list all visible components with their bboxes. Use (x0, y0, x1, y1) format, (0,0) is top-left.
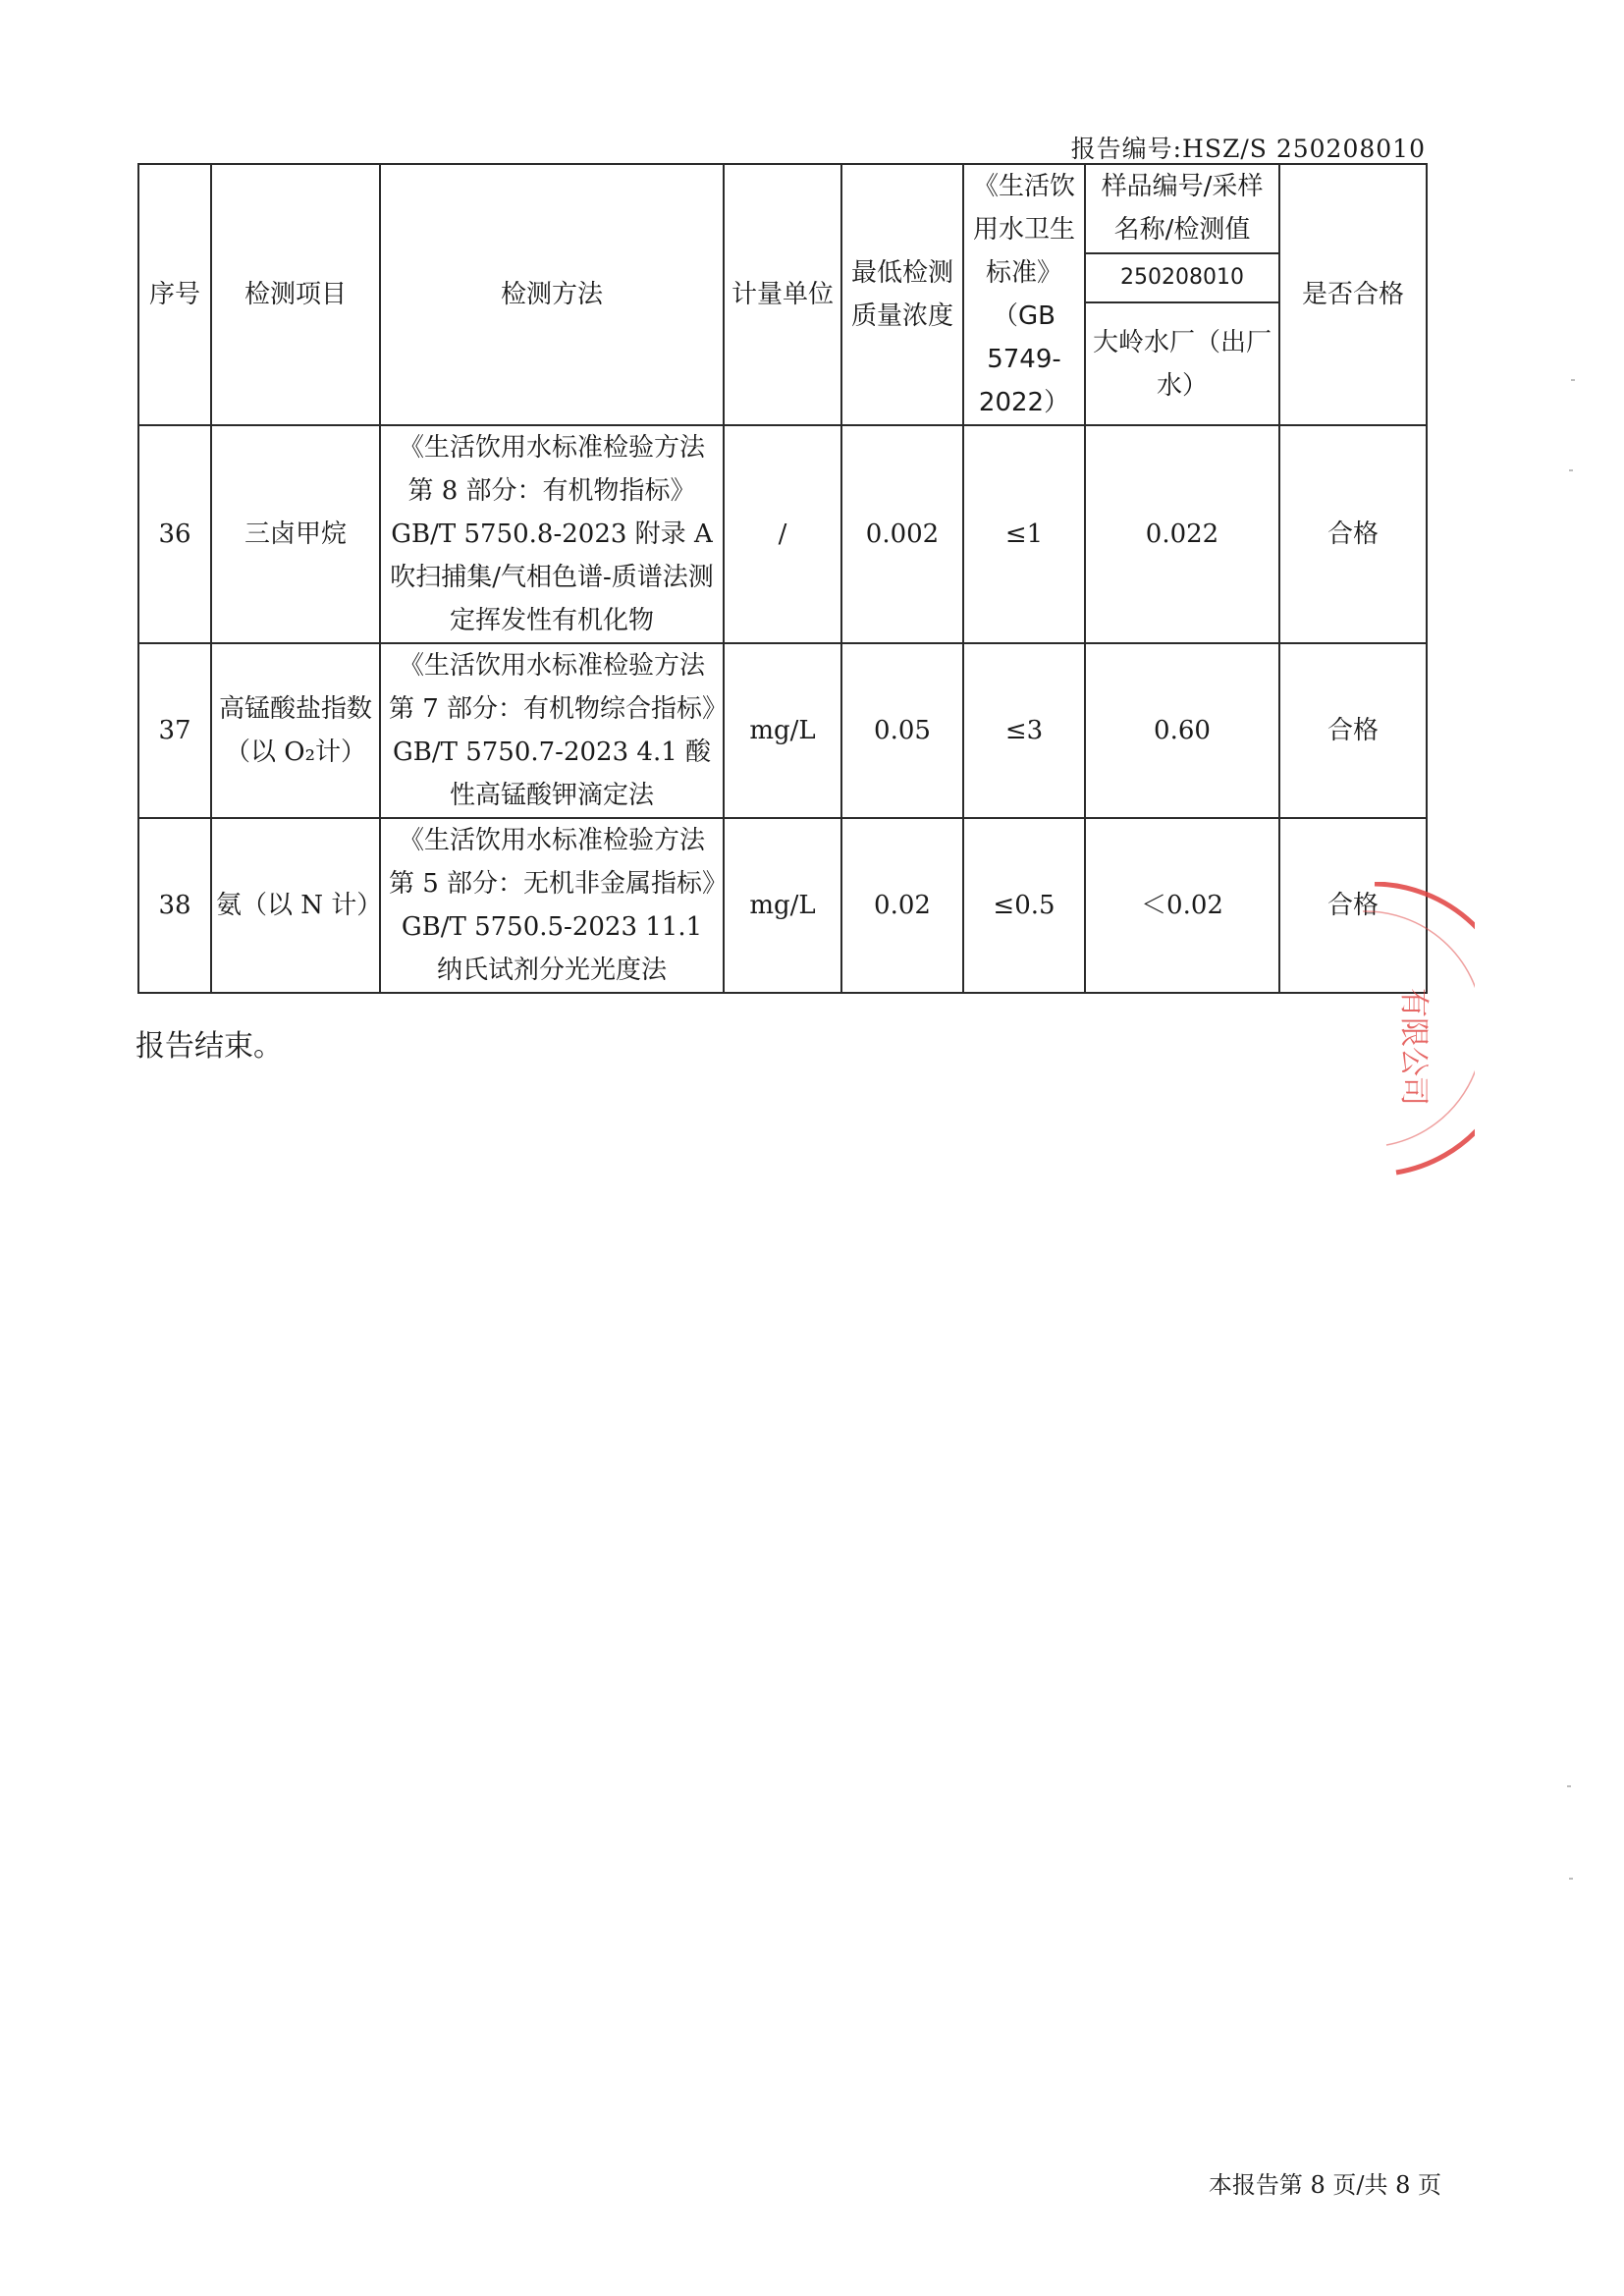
row-item: 高锰酸盐指数（以 O₂计） (211, 643, 380, 818)
header-unit: 计量单位 (724, 164, 841, 425)
header-item: 检测项目 (211, 164, 380, 425)
scan-speck (1567, 1785, 1571, 1787)
row-min-conc: 0.02 (841, 818, 963, 993)
scan-speck (1571, 379, 1575, 381)
row-seq: 37 (138, 643, 211, 818)
scan-speck (1569, 469, 1573, 471)
row-unit: / (724, 425, 841, 643)
header-min-conc: 最低检测质量浓度 (841, 164, 963, 425)
row-standard: ≤1 (963, 425, 1085, 643)
header-standard: 《生活饮用水卫生标准》（GB 5749-2022） (963, 164, 1085, 425)
seal-text: 有限公司 (1396, 988, 1431, 1106)
table-row (138, 643, 1427, 818)
report-end-text: 报告结束。 (135, 1029, 283, 1064)
company-seal (1347, 882, 1475, 1176)
header-method: 检测方法 (380, 164, 724, 425)
row-min-conc: 0.05 (841, 643, 963, 818)
row-value: 0.60 (1085, 643, 1279, 818)
row-value: ＜0.02 (1085, 818, 1279, 993)
row-value: 0.022 (1085, 425, 1279, 643)
header-pass: 是否合格 (1279, 164, 1427, 425)
header-sample-id: 250208010 (1085, 253, 1279, 302)
page-footer: 本报告第 8 页/共 8 页 (1208, 2171, 1441, 2199)
row-seq: 38 (138, 818, 211, 993)
row-method: 《生活饮用水标准检验方法 第 5 部分：无机非金属指标》GB/T 5750.5-2023 11.1 纳氏试剂分光光度法 (380, 818, 724, 993)
header-sample-name: 大岭水厂（出厂水） (1085, 302, 1279, 425)
row-standard: ≤3 (963, 643, 1085, 818)
row-standard: ≤0.5 (963, 818, 1085, 993)
row-pass: 合格 (1279, 643, 1427, 818)
table-row (138, 425, 1427, 643)
row-pass: 合格 (1279, 818, 1427, 993)
row-pass: 合格 (1279, 425, 1427, 643)
report-number: 报告编号:HSZ/S 250208010 (1070, 135, 1426, 163)
row-unit: mg/L (724, 818, 841, 993)
row-item: 三卤甲烷 (211, 425, 380, 643)
row-method: 《生活饮用水标准检验方法 第 8 部分：有机物指标》GB/T 5750.8-2023 附录 A 吹扫捕集/气相色谱-质谱法测定挥发性有机化物 (380, 425, 724, 643)
row-item: 氨（以 N 计） (211, 818, 380, 993)
row-method: 《生活饮用水标准检验方法 第 7 部分：有机物综合指标》GB/T 5750.7-2023 4.1 酸性高锰酸钾滴定法 (380, 643, 724, 818)
results-table (137, 163, 1428, 994)
table-row (138, 818, 1427, 993)
row-seq: 36 (138, 425, 211, 643)
scan-speck (1569, 1878, 1573, 1880)
header-seq: 序号 (138, 164, 211, 425)
header-sample: 样品编号/采样名称/检测值 (1085, 164, 1279, 253)
row-min-conc: 0.002 (841, 425, 963, 643)
row-unit: mg/L (724, 643, 841, 818)
